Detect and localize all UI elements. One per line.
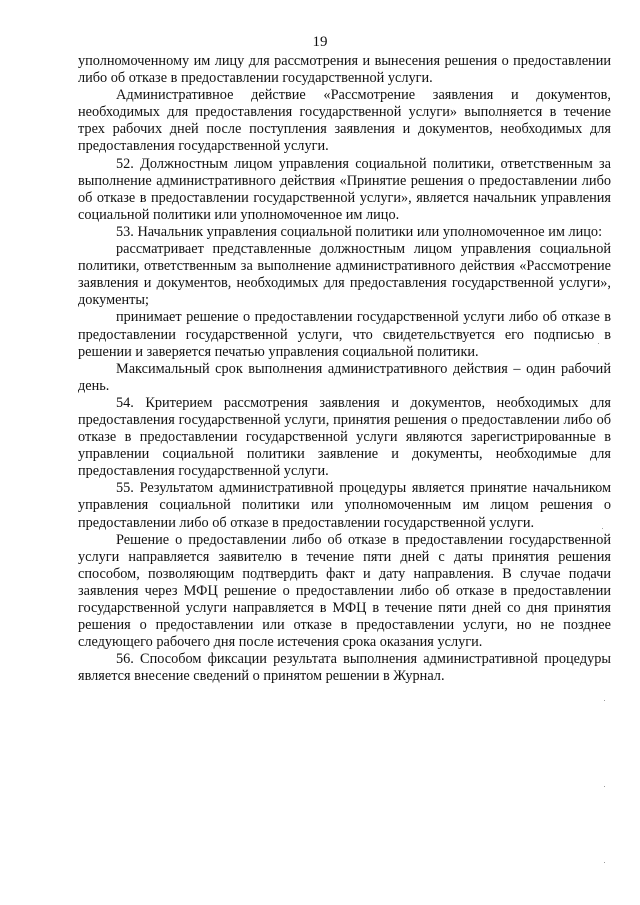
paragraph-item-55: 55. Результатом административной процедуры является принятие начальником управления социальной политики или уполномоченным им лицом решения о предоставлении либо об отказе в предоставлении государственной услуги. <box>78 480 611 531</box>
scan-speck <box>602 528 603 529</box>
paragraph-continuation: уполномоченному им лицу для рассмотрения и вынесения решения о предоставлении либо об отказе в предоставлении государственной услуги. <box>78 53 611 87</box>
paragraph-item-56: 56. Способом фиксации результата выполнения административной процедуры является внесение сведений о принятом решении в Журнал. <box>78 651 611 685</box>
paragraph-item-53-review: рассматривает представленные должностным лицом управления социальной политики, ответственным за выполнение административного действия «Рассмотрение заявления и документов, необходимых для предоставления государственной услуги», документы; <box>78 241 611 309</box>
paragraph-item-53: 53. Начальник управления социальной политики или уполномоченное им лицо: <box>116 223 603 240</box>
page-number: 19 <box>312 34 328 50</box>
paragraph-decision-delivery: Решение о предоставлении либо об отказе в предоставлении государственной услуги направляется заявителю в течение пяти дней с даты принятия решения способом, позволяющим подтвердить факт и дату направления. В случае подачи заявления через МФЦ решение о предоставлении либо об отказе в предоставлении государственной услуги направляется в МФЦ в течение пяти дней со дня принятия решения о предоставлении или отказе в предоставлении услуги, но не позднее следующего рабочего дня после истечения срока оказания услуги. <box>78 531 611 651</box>
document-body <box>78 53 611 685</box>
paragraph-item-52: 52. Должностным лицом управления социальной политики, ответственным за выполнение административного действия «Принятие решения о предоставлении либо об отказе в предоставлении государственной услуги», является начальник управления социальной политики или уполномоченное им лицо. <box>78 155 611 223</box>
scan-speck <box>598 343 599 344</box>
scan-speck <box>604 862 605 863</box>
paragraph-item-53-decision: принимает решение о предоставлении государственной услуги либо об отказе в предоставлении государственной услуги, что свидетельствуется его подписью в решении и заверяется печатью управления социальной политики. <box>78 309 611 360</box>
paragraph-action-review-time: Административное действие «Рассмотрение заявления и документов, необходимых для предоставления государственной услуги» выполняется в течение трех рабочих дней после поступления заявления и документов, необходимых для предоставления государственной услуги. <box>78 87 611 155</box>
paragraph-item-54: 54. Критерием рассмотрения заявления и документов, необходимых для предоставления государственной услуги, принятия решения о предоставлении либо об отказе в предоставлении государственной услуги являются зарегистрированные в управлении социальной политики заявление и документы, необходимые для предоставления государственной услуги. <box>78 394 611 480</box>
scan-speck <box>604 700 605 701</box>
scan-speck <box>604 786 605 787</box>
paragraph-max-duration: Максимальный срок выполнения административного действия – один рабочий день. <box>78 360 611 394</box>
